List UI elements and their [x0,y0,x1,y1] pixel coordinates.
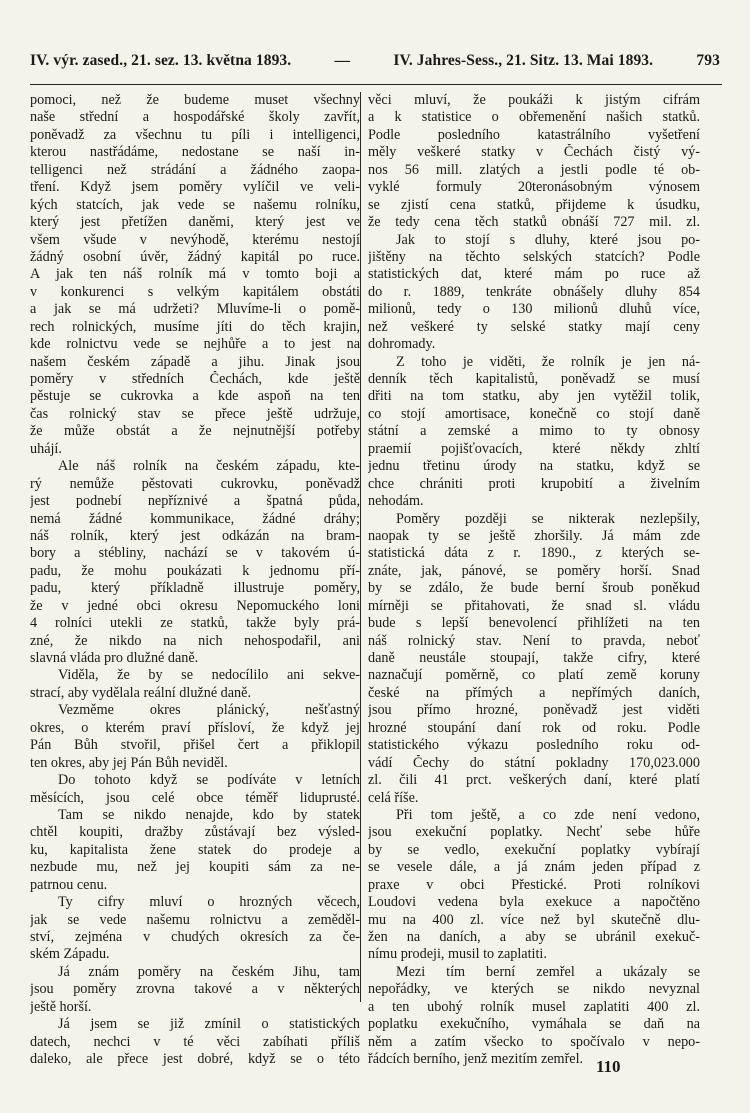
text-line: daně neustále stoupají, takže cifry, které [368,650,700,666]
text-line: praemií pojišťovacích, které někdy zhltí [368,440,700,457]
text-line: který jest přetížen daněmi, který jest ve [30,214,360,231]
text-line: Mezi tím berní zemřel a ukázaly se [396,963,700,980]
text-line: chce chrániti proti krupobití a živelním [368,475,700,492]
text-line: patrnou cenu. [30,876,108,893]
text-line: kde rolnictvu vede se nejhůře a to jest na [30,336,360,353]
text-line: ském Západu. [30,946,110,963]
text-line: nímu prodeji, musil to zaplatiti. [368,946,547,963]
text-line: zl. čili 41 prct. veškerých daní, které platí [368,772,700,789]
text-line: Poměry později se nikterak nezlepšily, [396,510,700,527]
text-line: Já jsem se již zmínil o statistických [58,1016,360,1033]
text-line: slavná vláda pro dlužné daně. [30,650,199,666]
text-line: co stojí amortisace, konečně co stojí daně [368,405,700,422]
text-line: žen na daních, a aby se ubránil exekuč- [368,929,700,945]
text-line: jest podnebí nepříznivé a špatná půda, [30,493,360,510]
text-line: a ten ubohý rolník musel zaplatiti 400 zl. [368,998,700,1015]
text-line: A jak ten náš rolník má v tomto boji a [30,266,360,283]
text-line: rech rolnických, musíme jíti do těch krajin, [30,318,360,335]
text-line: telligenci než strádání a žádného zaopa- [30,161,360,178]
text-line: jištěny na těchto selských statcích? Podle [368,248,700,265]
text-line: se zjistí cena statků, přijdeme k úsudku, [368,196,700,213]
text-line: padu, který příkladně illustruje poměry, [30,580,360,597]
text-line: okres, o kterém praví přísloví, že když jej [30,719,360,736]
text-line: by se vedlo, exekuční poplatky vybírají [368,841,700,858]
text-line: Pán Bůh stvořil, přišel čert a přiklopil [30,737,360,754]
text-line: náš rolnický stav. Není to pravda, neboť [368,632,700,649]
text-line: 4 rolníci utekli ze statků, takže byly prá- [30,615,360,632]
text-line: Při tom ještě, a co zde není vedono, [396,806,700,823]
text-line: jsou exekuční poplatky. Nechť sebe hůře [368,824,700,841]
text-line: mírněji se přitahovati, že snad sl. vládu [368,597,700,614]
text-line: nemá žádné kommunikace, žádné dráhy; [30,510,360,527]
text-line: bory a stébliny, nachází se v takovém ú- [30,545,360,562]
text-line: celá říše. [368,789,419,806]
text-line: jak se vede našemu rolnictvu a zeměděl- [30,911,360,928]
text-line: ství, zejména v chudých okresích za če- [30,929,360,945]
page-number: 793 [696,52,720,69]
text-line: naše střední a hospodářské školy zavřít, [30,109,360,126]
text-line: Do tohoto když se podíváte v letních [58,772,360,789]
running-header [30,52,720,70]
text-line: se vesele dále, a já znám jeden případ z [368,859,700,876]
text-line: statistických dat, které mám po ruce až [368,266,700,283]
text-line: Ale náš rolník na českém západu, kte- [58,458,360,475]
text-line: jednu třetinu úrody na statku, když se [368,458,700,475]
text-line: ten okres, aby jej Pán Bůh neviděl. [30,754,228,771]
text-line: něm a zatím všecko to spočívalo v nepo- [368,1033,700,1050]
text-line: Vezměme okres plánický, nešťastný [58,702,360,719]
text-line: naopak ty se ještě zhoršily. Já mám zde [368,527,700,544]
text-line: a jak se má udržeti? Mluvíme-li o pomě- [30,301,360,318]
text-line: než veškeré ty selské statky mají ceny [368,318,700,335]
text-line: denník těch kapitalistů, poněvadž se musí [368,371,700,387]
header-dash: — [334,52,351,69]
text-line: zné, že nikdo na nich nehospodařil, ani [30,632,360,649]
text-line: jsou přímo hrozné, poněvadž jest viděti [368,702,700,719]
text-line: Podle posledního katastrálního vyšetření [368,126,700,143]
text-line: by se zdálo, že bude berní šroub poněkud [368,580,700,597]
header-german: IV. Jahres-Sess., 21. Sitz. 13. Mai 1893. [393,52,654,69]
text-line: rý nemůže pěstovati cukrovku, poněvadž [30,475,360,492]
left-column [30,92,360,1069]
text-line: strací, aby vydělala reální dlužné daně. [30,684,251,701]
text-line: bude s lepší benevolencí přihlížeti na ten [368,615,700,632]
text-line: poměry v středních Čechách, kde ještě [30,371,360,387]
text-line: že v jedné obci okresu Nepomuckého loni [30,597,360,614]
text-line: ku, kapitalista žene statek do prodeje a [30,841,360,858]
text-line: Loudovi vedena byla exekuce a napočtěno [368,894,700,911]
header-rule [30,84,722,85]
text-line: Viděla, že by se nedocílilo ani sekve- [58,667,360,684]
text-line: nezbude mu, než jej koupiti sám za ne- [30,859,360,876]
text-line: Já znám poměry na českém Jihu, tam [58,963,360,980]
text-line: státní a zemské a mimo to ty obnosy [368,423,700,440]
text-line: milionů, tedy o 130 milionů dluhů více, [368,301,700,318]
text-line: pomoci, než že budeme muset všechny [30,92,360,108]
text-line: ještě horší. [30,998,92,1015]
text-line: daleko, ale přece jest dobré, když se o této [30,1051,360,1068]
text-line: náš rolník, který jest odkázán na bram- [30,527,360,544]
text-line: statistická dáta z r. 1890., z kterých se- [368,545,700,562]
text-line: hrozné stoupání daní rok od roku. Podle [368,719,700,736]
text-line: měsících, jsou celé obce téměř liduprusté. [30,789,360,806]
text-line: vádí Čechy do státní pokladny 170,023.000 [368,754,700,771]
text-line: mu na 400 zl. více než byl skutečně dlu- [368,911,700,928]
text-line: všem všude v nevýhodě, kterému nestojí [30,231,360,248]
header-czech: IV. výr. zased., 21. sez. 13. května 1893. [30,52,292,69]
text-line: poněvadž za všechnu tu píli i intelligenci, [30,126,360,143]
text-line: kterou nastřádáme, nedostane se naší in- [30,144,360,161]
text-line: věci mluví, že poukáži k jistým cifrám [368,92,700,108]
right-column [368,92,700,1069]
text-line: čas rolnický stav se přece ještě udržuje, [30,405,360,422]
text-line: uhájí. [30,440,62,457]
text-line: datech, nechci v té věci zabíhati příliš [30,1033,360,1050]
text-line: vyklé formuly 20teronásobným výnosem [368,179,700,196]
text-line: že tedy cena těch statků obnáší 727 mil. zl. [368,214,700,231]
text-line: znáte, jak, pánové, se poměry horší. Snad [368,562,700,579]
text-line: Jak to stojí s dluhy, které jsou po- [396,231,700,248]
text-line: statistického výkazu posledního roku od- [368,737,700,754]
text-line: řádcích berního, jenž mezitím zemřel. [368,1051,584,1068]
text-line: české na přímých a nepřímých daních, [368,684,700,701]
text-line: nehodám. [368,493,424,510]
text-line: Ty cifry mluví o hrozných věcech, [58,894,360,911]
text-line: Z toho je viděti, že rolník je jen ná- [396,353,700,370]
text-line: měly veškeré statky v Čechách čistý vý- [368,144,700,161]
text-line: jsou poměry zrovna takové a v některých [30,981,360,998]
text-line: že může obstát a že nejnutnější potřeby [30,423,360,440]
text-line: pěstuje se cukrovka a kde aspoň na ten [30,388,360,405]
text-line: poplatku exekučního, vymáhala se daň na [368,1016,700,1033]
text-line: a k statistice o obřemenění našich statků. [368,109,700,126]
text-line: praxe v obci Přestické. Proti rolníkovi [368,876,700,893]
text-line: dřiti na tom statku, aby jen vytěžil tolik, [368,388,700,405]
text-line: do r. 1889, tenkráte obnášely dluhy 854 [368,283,700,300]
text-line: nos 56 mill. zlatých a jestli podle té ob- [368,161,700,178]
text-line: padu, že mohu poukázati k jednomu pří- [30,562,360,579]
text-line: dohromady. [368,336,436,353]
text-line: nepořádky, ve kterých se nikdo nevyznal [368,981,700,998]
text-line: Tam se nikdo nenajde, kdo by statek [58,806,360,823]
text-line: kých statcích, jak vede se našemu rolníku, [30,196,360,213]
text-line: našem českém západě a jihu. Jinak jsou [30,353,360,370]
column-divider [360,92,361,1002]
text-line: v konkurenci s velkým kapitálem obstáti [30,283,360,300]
text-line: chtěl koupiti, dražby zůstávají bez výsled- [30,824,360,841]
sheet-signature: 110 [596,1057,621,1076]
text-line: žádný osobní úvěr, žádný kapitál po ruce. [30,248,360,265]
text-line: tření. Když jsem poměry vylíčil ve veli- [30,179,360,196]
text-line: naznačují poměrně, co platí země koruny [368,667,700,684]
